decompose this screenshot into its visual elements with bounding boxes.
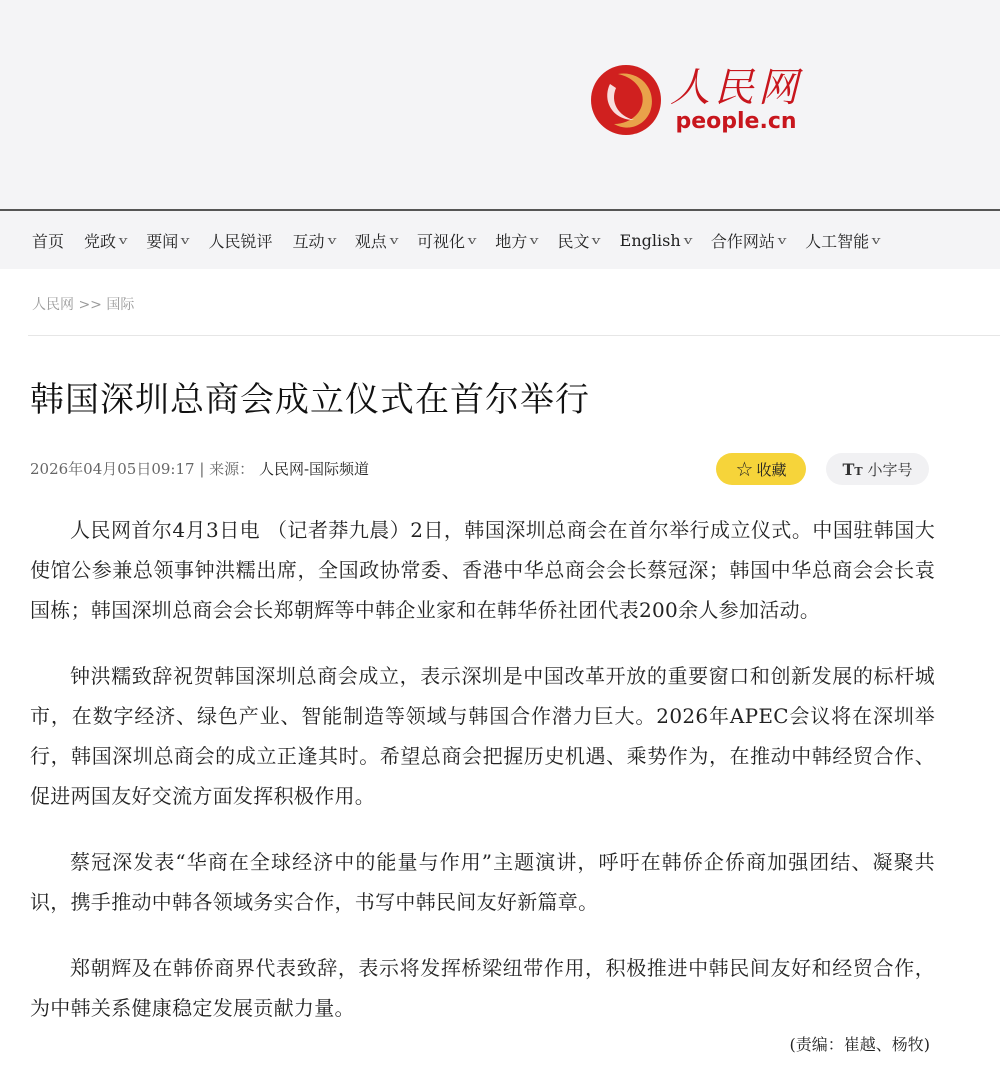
main-nav bbox=[0, 211, 1000, 269]
chevron-down-icon: v bbox=[467, 233, 477, 247]
favorite-button[interactable] bbox=[716, 453, 806, 485]
logo-globe-icon bbox=[588, 62, 664, 138]
nav-item-label: 人工智能 bbox=[805, 231, 870, 251]
nav-item-label: 首页 bbox=[32, 231, 65, 251]
article-body bbox=[30, 510, 935, 1054]
people-cn-logo[interactable] bbox=[588, 62, 802, 138]
article-paragraph: 蔡冠深发表“华商在全球经济中的能量与作用”主题演讲，呼吁在韩侨企侨商加强团结、凝聚共识，携手推动中韩各领域务实合作，书写中韩民间友好新篇章。 bbox=[30, 850, 935, 914]
nav-item[interactable] bbox=[495, 229, 537, 252]
article-meta bbox=[30, 458, 369, 479]
nav-item-label: English bbox=[619, 230, 681, 250]
article-paragraph: 郑朝辉及在韩侨商界代表致辞，表示将发挥桥梁纽带作用，积极推进中韩民间友好和经贸合作，为中韩关系健康稳定发展贡献力量。 bbox=[30, 956, 935, 1020]
site-header bbox=[0, 0, 1000, 211]
nav-item-label: 观点 bbox=[354, 231, 387, 251]
breadcrumb-separator: >> bbox=[78, 297, 102, 313]
publish-datetime: 2026年04月05日09:17 bbox=[30, 460, 195, 478]
divider bbox=[28, 335, 1000, 336]
nav-item[interactable] bbox=[32, 229, 64, 252]
breadcrumb bbox=[32, 294, 134, 314]
nav-item[interactable] bbox=[293, 229, 335, 252]
article-paragraph: 人民网首尔4月3日电 （记者莽九晨）2日，韩国深圳总商会在首尔举行成立仪式。中国驻韩国大使馆公参兼总领事钟洪糯出席，全国政协常委、香港中华总商会会长蔡冠深；韩国中华总商会会长袁国栋；韩国深圳总商会会长郑朝辉等中韩企业家和在韩华侨社团代表200余人参加活动。 bbox=[30, 518, 935, 622]
nav-item[interactable] bbox=[805, 229, 879, 252]
chevron-down-icon: v bbox=[118, 233, 128, 247]
star-icon: ☆ bbox=[735, 457, 754, 481]
chevron-down-icon: v bbox=[683, 233, 693, 247]
nav-item-label: 民文 bbox=[557, 231, 590, 251]
text-size-icon: TT bbox=[842, 459, 863, 479]
chevron-down-icon: v bbox=[327, 233, 336, 247]
article-paragraph: 钟洪糯致辞祝贺韩国深圳总商会成立，表示深圳是中国改革开放的重要窗口和创新发展的标杆城市，在数字经济、绿色产业、智能制造等领域与韩国合作潜力巨大。2026年APEC会议将在深圳举行，韩国深圳总商会的成立正逢其时。希望总商会把握历史机遇、乘势作为，在推动中韩经贸合作、促进两国友好交流方面发挥积极作用。 bbox=[30, 664, 935, 808]
nav-item[interactable] bbox=[84, 229, 126, 252]
nav-item-label: 地方 bbox=[495, 231, 528, 251]
font-size-button[interactable] bbox=[826, 453, 929, 485]
nav-item[interactable] bbox=[355, 229, 397, 252]
source-label: | 来源： bbox=[199, 460, 255, 478]
nav-item[interactable] bbox=[208, 229, 272, 252]
nav-item-label: 合作网站 bbox=[710, 231, 775, 251]
breadcrumb-section[interactable]: 国际 bbox=[106, 297, 135, 313]
chevron-down-icon: v bbox=[871, 233, 881, 247]
nav-item[interactable] bbox=[711, 229, 785, 252]
nav-item[interactable] bbox=[417, 229, 475, 252]
chevron-down-icon: v bbox=[529, 233, 539, 247]
nav-item-label: 人民锐评 bbox=[208, 231, 273, 251]
nav-item[interactable] bbox=[620, 231, 691, 250]
logo-chinese-text: 人民网 bbox=[670, 65, 802, 111]
chevron-down-icon: v bbox=[592, 233, 601, 247]
logo-domain-text: people.cn bbox=[675, 109, 797, 134]
chevron-down-icon: v bbox=[389, 233, 399, 247]
nav-item-label: 要闻 bbox=[146, 231, 179, 251]
nav-item[interactable] bbox=[557, 229, 599, 252]
nav-item-label: 可视化 bbox=[416, 231, 465, 251]
source-link[interactable]: 人民网-国际频道 bbox=[258, 460, 370, 478]
favorite-label: 收藏 bbox=[756, 460, 787, 479]
font-size-label: 小字号 bbox=[867, 460, 913, 479]
breadcrumb-home[interactable]: 人民网 bbox=[32, 297, 74, 313]
nav-item[interactable] bbox=[146, 229, 188, 252]
nav-item-label: 党政 bbox=[84, 231, 117, 251]
article-title: 韩国深圳总商会成立仪式在首尔举行 bbox=[30, 380, 590, 420]
editor-credit: (责编：崔越、杨牧) bbox=[789, 1035, 930, 1054]
chevron-down-icon: v bbox=[777, 233, 787, 247]
chevron-down-icon: v bbox=[181, 233, 190, 247]
nav-item-label: 互动 bbox=[292, 231, 325, 251]
